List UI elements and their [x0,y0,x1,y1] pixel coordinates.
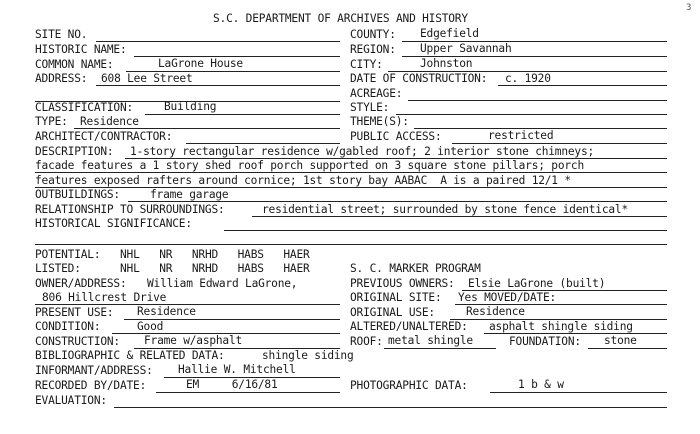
evaluation-label: EVALUATION: [35,394,107,407]
listed-categories: NHL NR NRHD HABS HAER [120,262,310,275]
region-label: REGION: [350,43,396,56]
relationship-label: RELATIONSHIP TO SURROUNDINGS: [35,203,225,216]
listed-label: LISTED: [35,262,81,275]
photographic-label: PHOTOGRAPHIC DATA: [350,379,468,392]
altered-label: ALTERED/UNALTERED: [350,320,468,333]
description-label: DESCRIPTION: [35,145,114,158]
form-title: S.C. DEPARTMENT OF ARCHIVES AND HISTORY [213,12,468,25]
city-label: CITY: [350,58,383,71]
public-access-value: restricted [488,129,554,142]
site-no-label: SITE NO. [35,28,88,41]
theme-label: THEME(S): [350,115,409,128]
outbuildings-label: OUTBUILDINGS: [35,188,120,201]
classification-line [145,114,340,115]
potential-label: POTENTIAL: [35,248,101,261]
recorded-by-value: EM 6/16/81 [186,378,278,391]
condition-label: CONDITION: [35,320,101,333]
original-site-value: Yes MOVED/DATE: [458,291,557,304]
acreage-line [408,100,667,101]
date-construction-value: c. 1920 [505,72,551,85]
relationship-value: residential street; surrounded by stone fence identical* [262,203,628,216]
owner-value-2: 806 Hillcrest Drive [42,291,167,304]
common-name-value: LaGrone House [158,57,243,70]
previous-owners-value: Elsie LaGrone (built) [468,277,606,290]
acreage-label: ACREAGE: [350,87,403,100]
altered-line [484,333,667,334]
owner-value-1: William Edward LaGrone, [147,277,298,290]
informant-value: Hallie W. Mitchell [178,363,296,376]
recorded-by-label: RECORDED BY/DATE: [35,379,147,392]
present-use-label: PRESENT USE: [35,306,114,319]
architect-line [186,143,340,144]
owner-address-label: OWNER/ADDRESS: [35,277,127,290]
foundation-value: stone [604,334,637,347]
roof-label: ROOF: [350,335,383,348]
type-value: Residence [80,115,139,128]
condition-value: Good [137,320,164,333]
region-value: Upper Savannah [420,42,512,55]
marker-program-label: S. C. MARKER PROGRAM [350,262,481,275]
site-no-line [96,41,340,42]
bibliographic-value: shingle siding [262,349,354,362]
date-construction-line [498,85,667,86]
relationship-line [252,216,667,217]
style-label: STYLE: [350,101,390,114]
type-line [74,128,340,129]
roof-value: metal shingle [388,334,473,347]
historic-name-label: HISTORIC NAME: [35,43,127,56]
classification-value: Building [164,100,217,113]
public-access-label: PUBLIC ACCESS: [350,130,442,143]
foundation-line [588,348,667,349]
description-line-1: 1-story rectangular residence w/gabled roof; 2 interior stone chimneys; [130,145,595,158]
previous-owners-label: PREVIOUS OWNERS: [350,277,455,290]
public-access-line [452,143,667,144]
architect-label: ARCHITECT/CONTRACTOR: [35,130,173,143]
roof-line [384,348,496,349]
historical-significance-line [224,230,667,231]
county-label: COUNTY: [350,28,396,41]
page-number: 3 [686,3,692,13]
historical-significance-label: HISTORICAL SIGNIFICANCE: [35,217,192,230]
evaluation-line [114,407,667,408]
construction-value: Frame w/asphalt [144,334,243,347]
description-rule-3 [35,187,667,188]
photographic-value: 1 b & w [518,378,564,391]
original-use-label: ORIGINAL USE: [350,306,435,319]
foundation-label: FOUNDATION: [509,335,581,348]
recorded-by-line [156,392,340,393]
city-value: Johnston [420,57,473,70]
address-line [96,85,340,86]
common-name-label: COMMON NAME: [35,58,114,71]
altered-value: asphalt shingle siding [489,320,633,333]
type-label: TYPE: [35,115,68,128]
present-use-value: Residence [137,305,196,318]
address-value: 608 Lee Street [101,72,193,85]
description-rule-2 [35,172,667,173]
classification-label: CLASSIFICATION: [35,101,134,114]
informant-label: INFORMANT/ADDRESS: [35,364,153,377]
style-line [396,114,667,115]
outbuildings-value: frame garage [150,188,229,201]
potential-categories: NHL NR NRHD HABS HAER [120,248,310,261]
original-use-value: Residence [466,305,525,318]
photographic-line [490,392,667,393]
description-line-3: features exposed rafters around cornice; 1st story bay AABAC A is a paired 12/1 * [35,174,571,187]
date-construction-label: DATE OF CONSTRUCTION: [350,72,488,85]
outbuildings-line [128,201,667,202]
bibliographic-label: BIBLIOGRAPHIC & RELATED DATA: [35,349,225,362]
original-site-label: ORIGINAL SITE: [350,291,442,304]
construction-label: CONSTRUCTION: [35,335,120,348]
county-value: Edgefield [420,27,479,40]
historical-significance-line-2 [35,244,667,245]
address-label: ADDRESS: [35,72,88,85]
description-line-2: facade features a 1 story shed roof porch supported on 3 square stone pillars; porch [35,159,584,172]
